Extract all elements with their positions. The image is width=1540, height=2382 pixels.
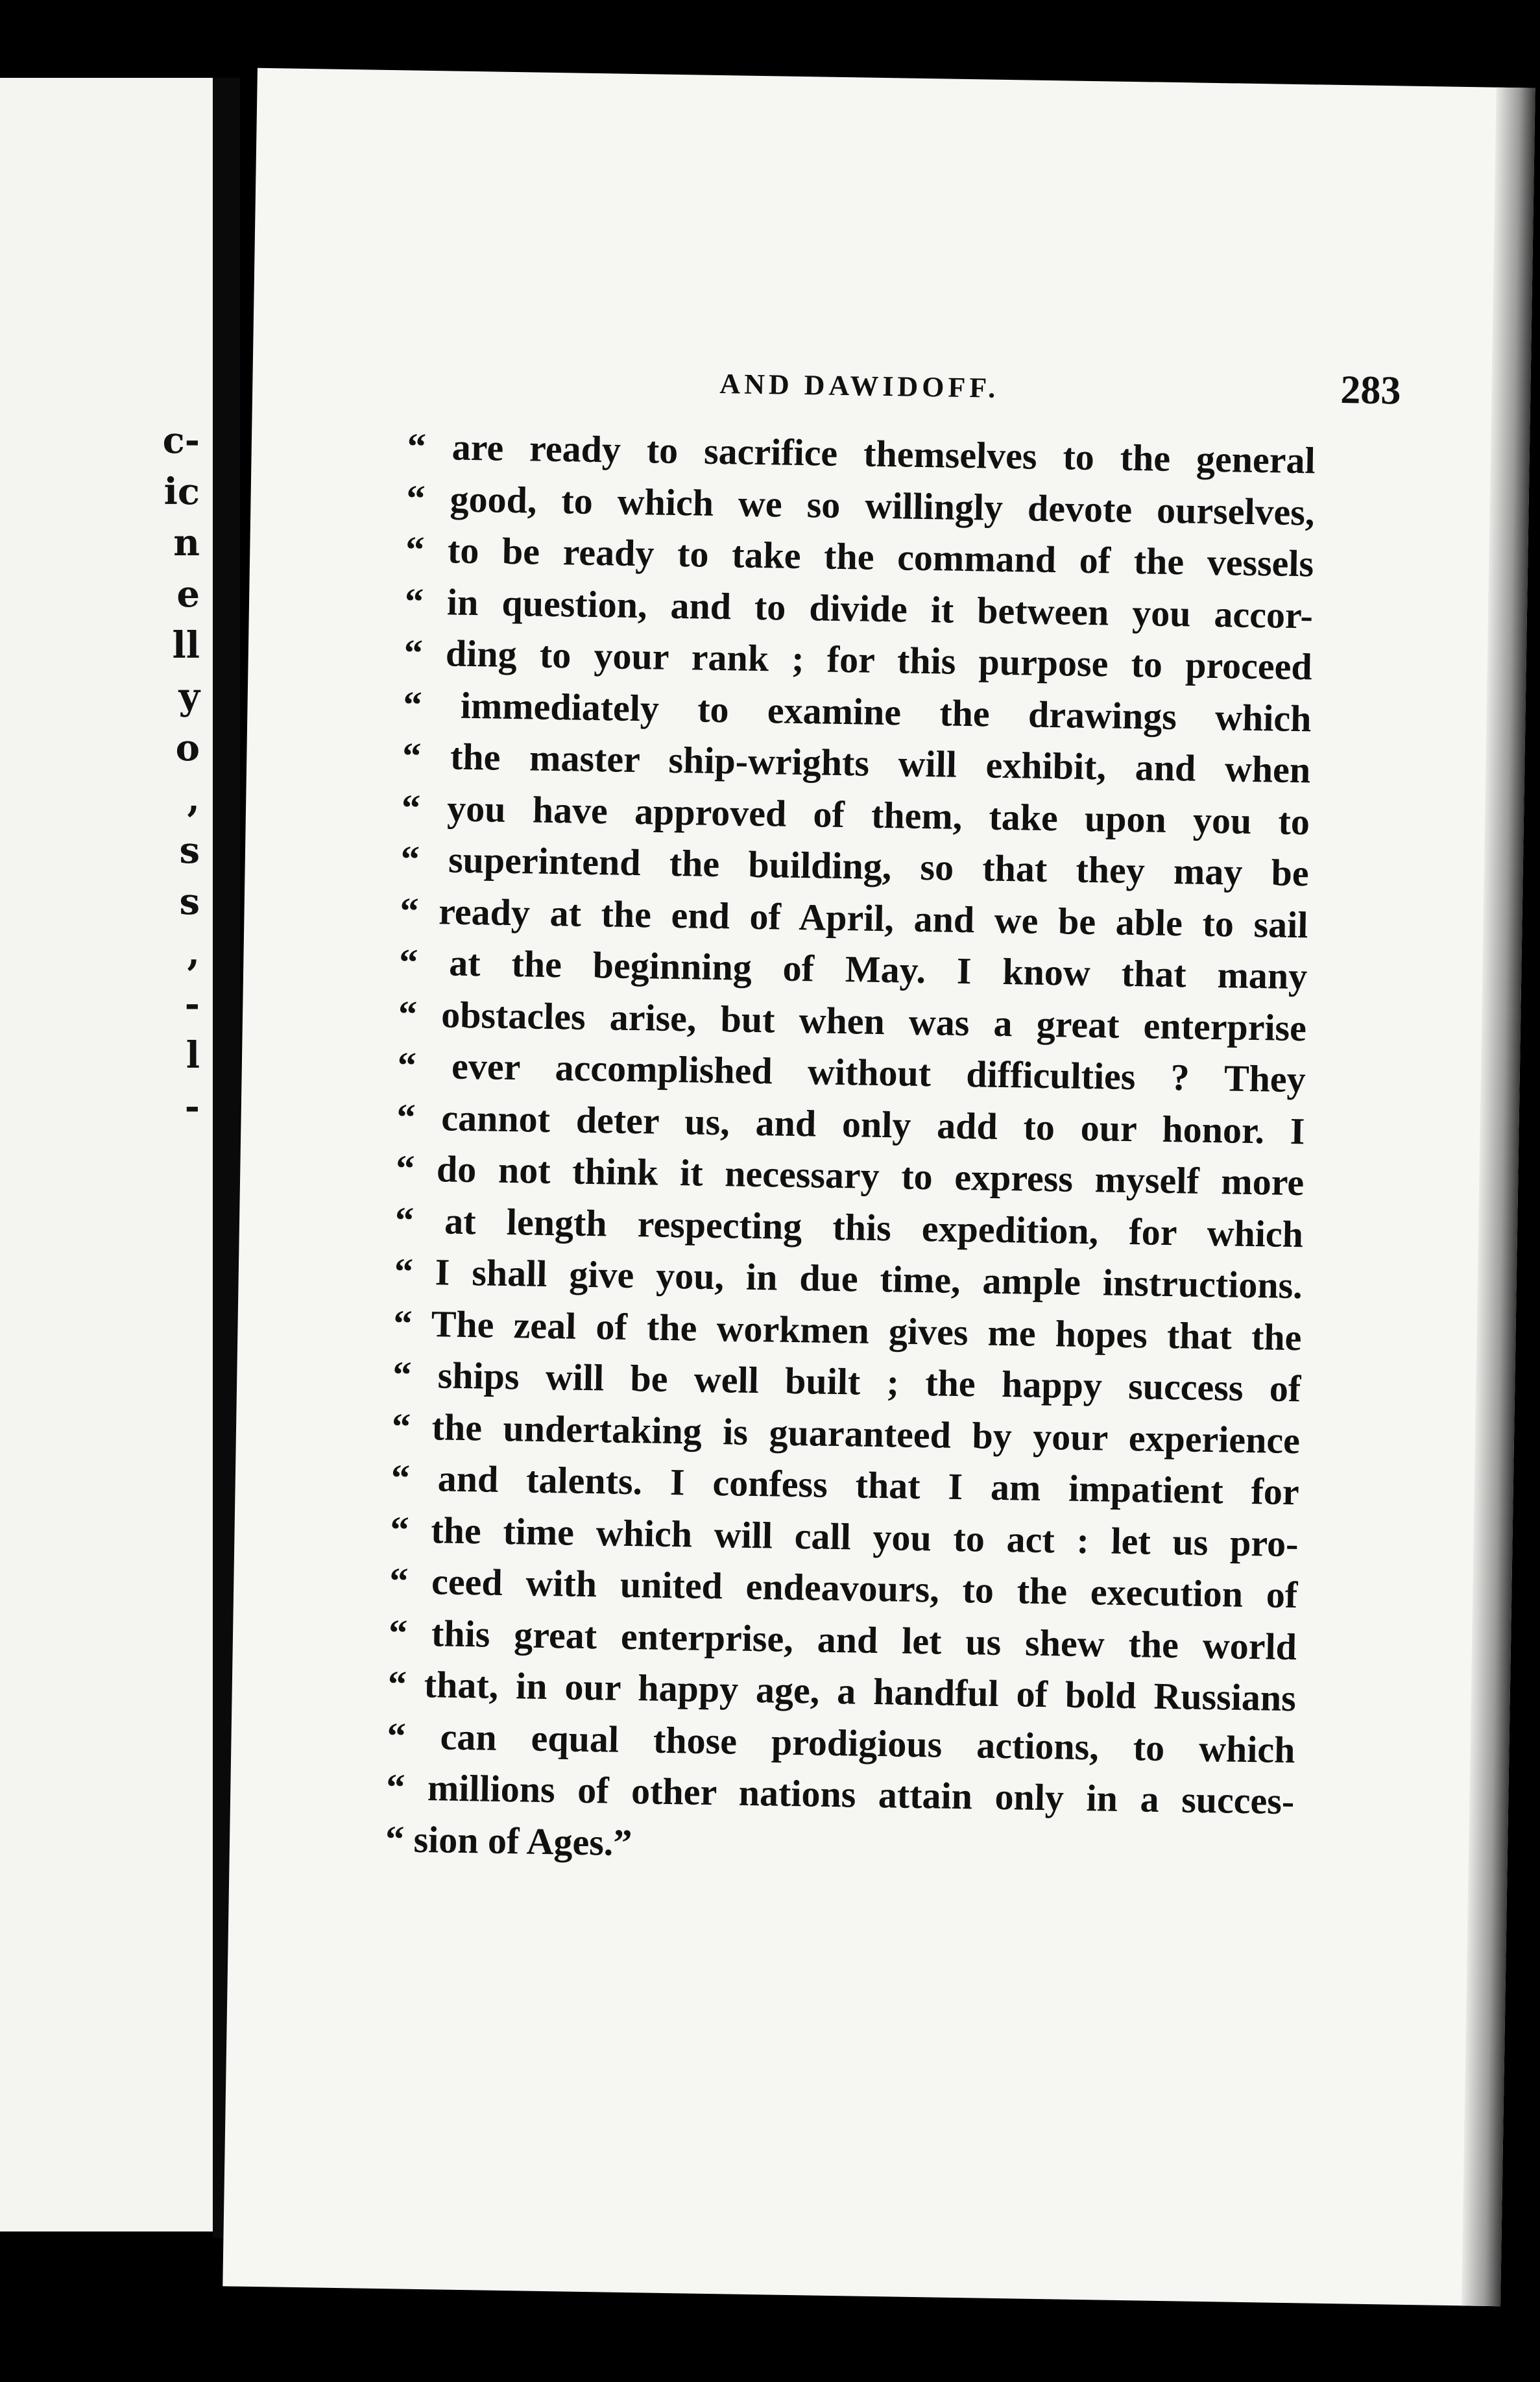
left-edge-fragment: ic [163, 470, 200, 513]
left-edge-fragment: e [176, 573, 200, 616]
text-line: “ at the beginning of May. I know that many [398, 941, 1308, 998]
left-edge-fragment: , [187, 778, 200, 821]
left-edge-fragment: , [187, 932, 200, 974]
text-line: “ ceed with united endeavours, to the execution of [389, 1559, 1298, 1617]
left-edge-fragment: - [184, 983, 200, 1026]
text-line: “ the undertaking is guaranteed by your experience [391, 1404, 1301, 1462]
left-edge-fragment: l [186, 1034, 200, 1077]
text-line: “ I shall give you, in due time, ample instructions. [394, 1250, 1303, 1307]
left-edge-fragment: s [179, 880, 200, 923]
text-line: “ obstacles arise, but when was a great enterprise [398, 992, 1307, 1049]
text-line: “ you have approved of them, take upon you to [401, 786, 1310, 843]
left-edge-fragment: s [179, 829, 200, 872]
text-line: “ ships will be well built ; the happy success of [392, 1353, 1301, 1410]
text-line: “ the master ship-wrights will exhibit, and when [402, 734, 1311, 791]
left-edge-fragment: c- [162, 419, 200, 462]
text-line: “ this great enterprise, and let us shew the world [388, 1611, 1297, 1668]
text-line: “ that, in our happy age, a handful of bold Russians [387, 1663, 1297, 1720]
left-edge-fragment: n [173, 522, 200, 564]
text-line: “ are ready to sacrifice themselves to the general [407, 425, 1316, 482]
left-facing-page [0, 78, 213, 2232]
text-line: “ can equal those prodigious actions, to which [387, 1714, 1295, 1771]
text-line: “ the time which will call you to act : let us pro- [390, 1508, 1299, 1565]
text-line: “ in question, and to divide it between you accor- [404, 579, 1314, 636]
text-line: “ and talents. I confess that I am impatient for [391, 1456, 1300, 1513]
text-line: “ good, to which we so willingly devote ourselves, [406, 476, 1315, 533]
text-line: “ to be ready to take the command of the vessels [405, 528, 1314, 585]
page-edge-shadow [1462, 88, 1535, 2307]
left-edge-fragment: y [178, 675, 200, 718]
text-line: “ superintend the building, so that they may be [400, 837, 1310, 895]
book-page [223, 68, 1535, 2307]
left-edge-fragment: ll [172, 624, 200, 667]
text-line: “ ready at the end of April, and we be able to sail [400, 889, 1308, 946]
text-line: “ immediately to examine the drawings which [403, 682, 1312, 740]
text-line: “ ever accomplished without difficulties ? They [397, 1044, 1306, 1101]
running-header: AND DAWIDOFF. [719, 367, 1000, 404]
text-line: “ cannot deter us, and only add to our honor. I [396, 1095, 1305, 1152]
text-line: “ at length respecting this expedition, for which [394, 1198, 1304, 1255]
left-page-edge-text [163, 415, 200, 1133]
left-edge-fragment: o [175, 727, 200, 769]
left-edge-fragment: - [184, 1085, 200, 1128]
page-number: 283 [1340, 368, 1401, 413]
body-text [385, 420, 1316, 1879]
text-line: “ millions of other nations attain only in a succes- [385, 1766, 1295, 1823]
text-line: “ do not think it necessary to express myself more [395, 1147, 1305, 1204]
text-line: “ ding to your rank ; for this purpose to proceed [403, 631, 1313, 688]
text-line: “ sion of Ages.” [385, 1817, 632, 1864]
text-line: “ The zeal of the workmen gives me hopes that the [393, 1301, 1302, 1358]
